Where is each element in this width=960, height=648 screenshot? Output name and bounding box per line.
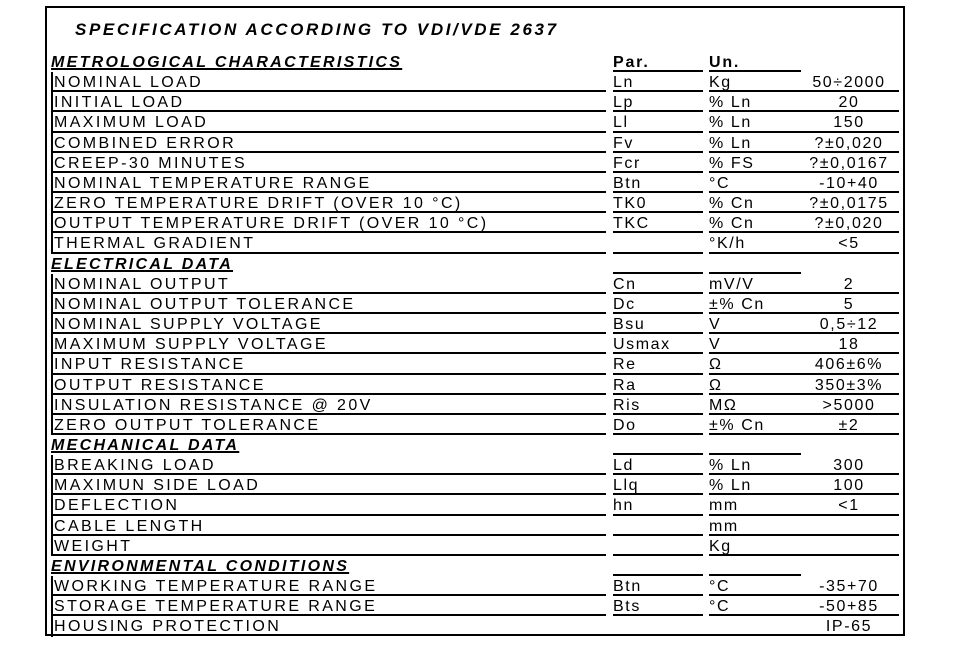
spec-row bbox=[47, 193, 903, 213]
value-cell: 300 bbox=[799, 455, 899, 475]
value-cell: 350±3% bbox=[799, 375, 899, 395]
spec-row bbox=[47, 415, 903, 435]
spec-row bbox=[47, 334, 903, 354]
spec-label: THERMAL GRADIENT bbox=[51, 233, 606, 253]
unit-cell: Ω bbox=[709, 375, 801, 395]
parameter-symbol: Lp bbox=[613, 92, 703, 112]
spec-label: NOMINAL SUPPLY VOLTAGE bbox=[51, 314, 606, 334]
value-cell: IP-65 bbox=[825, 618, 873, 636]
value-cell bbox=[799, 556, 899, 576]
unit-cell: % Ln bbox=[709, 112, 801, 132]
value-cell: -35+70 bbox=[799, 576, 899, 596]
spec-row bbox=[47, 354, 903, 374]
value-cell: 5 bbox=[799, 294, 899, 314]
section-header-row bbox=[47, 556, 903, 576]
parameter-symbol: Bts bbox=[613, 596, 703, 616]
spec-label: WORKING TEMPERATURE RANGE bbox=[51, 576, 606, 596]
spec-label: OUTPUT RESISTANCE bbox=[51, 375, 606, 395]
parameter-symbol: Bsu bbox=[613, 314, 703, 334]
spec-label: INSULATION RESISTANCE @ 20V bbox=[51, 395, 606, 415]
parameter-symbol: Dc bbox=[613, 294, 703, 314]
spec-row bbox=[47, 314, 903, 334]
unit-cell: mV/V bbox=[709, 274, 801, 294]
parameter-symbol bbox=[613, 616, 703, 636]
value-cell bbox=[799, 254, 899, 274]
unit-cell: % Cn bbox=[709, 213, 801, 233]
unit-cell: °C bbox=[709, 576, 801, 596]
unit-cell: mm bbox=[709, 495, 801, 515]
spec-row bbox=[47, 233, 903, 253]
spec-label: OUTPUT TEMPERATURE DRIFT (OVER 10 °C) bbox=[51, 213, 606, 233]
value-cell: 100 bbox=[799, 475, 899, 495]
parameter-symbol: Ld bbox=[613, 455, 703, 475]
parameter-symbol bbox=[613, 516, 703, 536]
parameter-symbol bbox=[613, 435, 703, 455]
spec-table bbox=[47, 52, 903, 637]
unit-cell: % Ln bbox=[709, 133, 801, 153]
value-cell bbox=[799, 435, 899, 455]
unit-cell: °C bbox=[709, 596, 801, 616]
unit-cell: mm bbox=[709, 516, 801, 536]
spec-label: INPUT RESISTANCE bbox=[51, 354, 606, 374]
spec-row bbox=[47, 294, 903, 314]
parameter-symbol: Ra bbox=[613, 375, 703, 395]
unit-cell: MΩ bbox=[709, 395, 801, 415]
spec-label: WEIGHT bbox=[51, 536, 606, 556]
parameter-symbol: Fv bbox=[613, 133, 703, 153]
value-cell: 406±6% bbox=[799, 354, 899, 374]
spec-row bbox=[47, 92, 903, 112]
value-cell: ?±0,0175 bbox=[799, 193, 899, 213]
spec-label: HOUSING PROTECTION bbox=[51, 616, 606, 636]
spec-row bbox=[47, 112, 903, 132]
unit-cell: ±% Cn bbox=[709, 294, 801, 314]
sheet-title: SPECIFICATION ACCORDING TO VDI/VDE 2637 bbox=[75, 20, 559, 39]
section-title bbox=[51, 556, 606, 576]
value-cell: 20 bbox=[799, 92, 899, 112]
parameter-symbol: hn bbox=[613, 495, 703, 515]
spec-row bbox=[47, 72, 903, 92]
spec-label: STORAGE TEMPERATURE RANGE bbox=[51, 596, 606, 616]
spec-label: MAXIMUM SUPPLY VOLTAGE bbox=[51, 334, 606, 354]
unit-cell: °C bbox=[709, 173, 801, 193]
spec-row bbox=[47, 153, 903, 173]
spec-row bbox=[47, 536, 903, 556]
parameter-symbol: Fcr bbox=[613, 153, 703, 173]
section-header-row bbox=[47, 52, 903, 72]
spec-label: NOMINAL LOAD bbox=[51, 72, 606, 92]
section-title bbox=[51, 435, 606, 455]
unit-cell: V bbox=[709, 334, 801, 354]
spec-row bbox=[47, 516, 903, 536]
parameter-symbol: Ris bbox=[613, 395, 703, 415]
value-cell: -50+85 bbox=[799, 596, 899, 616]
section-title-text: ENVIRONMENTAL CONDITIONS bbox=[51, 557, 350, 575]
value-cell bbox=[799, 536, 899, 556]
parameter-symbol: Btn bbox=[613, 173, 703, 193]
unit-cell: °K/h bbox=[709, 233, 801, 253]
section-title bbox=[51, 254, 606, 274]
section-title bbox=[51, 52, 606, 72]
spec-label: ZERO OUTPUT TOLERANCE bbox=[51, 415, 606, 435]
value-cell: 0,5÷12 bbox=[799, 314, 899, 334]
spec-label: CABLE LENGTH bbox=[51, 516, 606, 536]
value-cell: 2 bbox=[799, 274, 899, 294]
value-cell: 150 bbox=[799, 112, 899, 132]
value-cell: ?±0,020 bbox=[799, 133, 899, 153]
parameter-symbol: Ln bbox=[613, 72, 703, 92]
spec-label: MAXIMUM LOAD bbox=[51, 112, 606, 132]
spec-row bbox=[47, 213, 903, 233]
unit-cell: V bbox=[709, 314, 801, 334]
value-cell: >5000 bbox=[799, 395, 899, 415]
value-cell: <1 bbox=[799, 495, 899, 515]
value-cell bbox=[799, 52, 899, 72]
unit-cell bbox=[709, 556, 801, 576]
spec-label: NOMINAL OUTPUT bbox=[51, 274, 606, 294]
parameter-symbol bbox=[613, 556, 703, 576]
spec-label: INITIAL LOAD bbox=[51, 92, 606, 112]
spec-row bbox=[47, 576, 903, 596]
unit-cell: % Ln bbox=[709, 92, 801, 112]
value-cell: ?±0,020 bbox=[799, 213, 899, 233]
section-title-text: MECHANICAL DATA bbox=[51, 436, 240, 454]
parameter-symbol: Btn bbox=[613, 576, 703, 596]
unit-cell: Ω bbox=[709, 354, 801, 374]
section-title-text: ELECTRICAL DATA bbox=[51, 255, 234, 273]
unit-cell: % Cn bbox=[709, 193, 801, 213]
unit-cell bbox=[709, 254, 801, 274]
spec-label: BREAKING LOAD bbox=[51, 455, 606, 475]
unit-cell bbox=[709, 616, 801, 636]
spec-row bbox=[47, 173, 903, 193]
parameter-symbol: Usmax bbox=[613, 334, 703, 354]
value-cell bbox=[799, 516, 899, 536]
parameter-symbol: TKC bbox=[613, 213, 703, 233]
spec-label: CREEP-30 MINUTES bbox=[51, 153, 606, 173]
section-header-row bbox=[47, 435, 903, 455]
spec-row bbox=[47, 475, 903, 495]
parameter-symbol bbox=[613, 254, 703, 274]
value-cell: <5 bbox=[799, 233, 899, 253]
parameter-symbol: Cn bbox=[613, 274, 703, 294]
unit-cell: ±% Cn bbox=[709, 415, 801, 435]
value-cell: ±2 bbox=[799, 415, 899, 435]
parameter-symbol: Par. bbox=[613, 52, 703, 72]
spec-row bbox=[47, 274, 903, 294]
parameter-symbol bbox=[613, 233, 703, 253]
value-cell: 50÷2000 bbox=[799, 72, 899, 92]
parameter-symbol: Re bbox=[613, 354, 703, 374]
spec-row bbox=[47, 596, 903, 616]
spec-label: COMBINED ERROR bbox=[51, 133, 606, 153]
unit-cell: Kg bbox=[709, 536, 801, 556]
unit-cell bbox=[709, 435, 801, 455]
spec-row bbox=[47, 133, 903, 153]
parameter-symbol: Llq bbox=[613, 475, 703, 495]
unit-cell: Un. bbox=[709, 52, 801, 72]
spec-label: MAXIMUN SIDE LOAD bbox=[51, 475, 606, 495]
value-cell: 18 bbox=[799, 334, 899, 354]
section-title-text: METROLOGICAL CHARACTERISTICS bbox=[51, 54, 403, 71]
parameter-symbol bbox=[613, 536, 703, 556]
unit-cell: % Ln bbox=[709, 455, 801, 475]
spec-label: NOMINAL TEMPERATURE RANGE bbox=[51, 173, 606, 193]
parameter-symbol: TK0 bbox=[613, 193, 703, 213]
spec-sheet bbox=[45, 6, 905, 636]
unit-cell: % Ln bbox=[709, 475, 801, 495]
value-cell: ?±0,0167 bbox=[799, 153, 899, 173]
parameter-symbol: Ll bbox=[613, 112, 703, 132]
section-header-row bbox=[47, 254, 903, 274]
spec-row bbox=[47, 495, 903, 515]
parameter-symbol: Do bbox=[613, 415, 703, 435]
value-cell: -10+40 bbox=[799, 173, 899, 193]
spec-row bbox=[47, 375, 903, 395]
spec-label: NOMINAL OUTPUT TOLERANCE bbox=[51, 294, 606, 314]
spec-label: ZERO TEMPERATURE DRIFT (OVER 10 °C) bbox=[51, 193, 606, 213]
spec-row bbox=[47, 616, 903, 636]
unit-cell: % FS bbox=[709, 153, 801, 173]
spec-label: DEFLECTION bbox=[51, 495, 606, 515]
spec-row bbox=[47, 455, 903, 475]
unit-cell: Kg bbox=[709, 72, 801, 92]
spec-row bbox=[47, 395, 903, 415]
